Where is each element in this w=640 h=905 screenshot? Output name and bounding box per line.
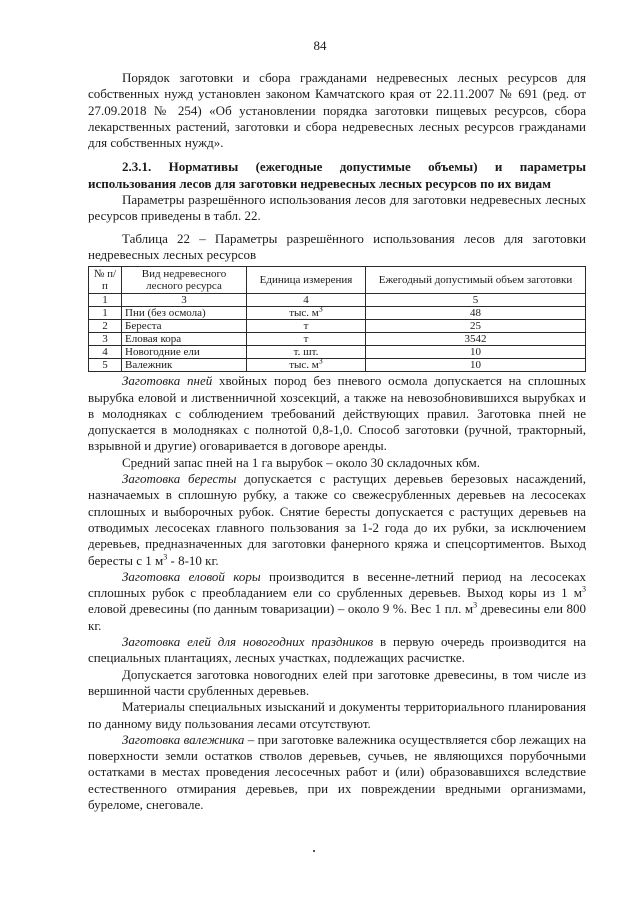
stumps-stock-paragraph: Средний запас пней на 1 га вырубок – около 30 складочных кбм. bbox=[122, 454, 480, 470]
table-row bbox=[89, 346, 586, 359]
col-number: 1 bbox=[89, 294, 122, 307]
resource-unit: т. шт. bbox=[247, 346, 366, 359]
table-caption: Таблица 22 – Параметры разрешённого использования лесов для заготовки недревесных лесных ресурсов bbox=[88, 230, 586, 262]
scan-speck bbox=[313, 850, 315, 852]
page-number: 84 bbox=[313, 38, 327, 53]
resource-unit: т bbox=[247, 320, 366, 333]
col-number: 5 bbox=[366, 294, 586, 307]
resource-name: Пни (без осмола) bbox=[122, 307, 247, 320]
parameters-table bbox=[88, 266, 586, 372]
header-resource: Вид недревесного лесного ресурса bbox=[122, 267, 247, 294]
row-number: 2 bbox=[89, 320, 122, 333]
row-number: 4 bbox=[89, 346, 122, 359]
header-unit: Единица измерения bbox=[247, 267, 366, 294]
resource-volume: 48 bbox=[366, 307, 586, 320]
header-number: № п/п bbox=[89, 267, 122, 294]
page-content bbox=[88, 70, 586, 813]
table-row bbox=[89, 359, 586, 372]
resource-volume: 10 bbox=[366, 359, 586, 372]
new-year-trees-paragraph: Заготовка елей для новогодних праздников в первую очередь производится на специальных плантациях, лесных участках, подлежащих расчистке. bbox=[88, 634, 586, 666]
materials-paragraph: Материалы специальных изысканий и документы территориального планирования по данному виду пользования лесами отсутствуют. bbox=[88, 699, 586, 731]
deadwood-paragraph: Заготовка валежника – при заготовке валежника осуществляется сбор лежащих на поверхности земли остатков стволов деревьев, сучьев, не являющихся порубочными остатками в местах проведения лесосечных работ и (или) образовавшихся вследствие естественного отмирания деревьев, при их повреждении вредными организмами, буреломе, снеговале. bbox=[88, 731, 586, 812]
resource-volume: 25 bbox=[366, 320, 586, 333]
intro-paragraph: Порядок заготовки и сбора гражданами недревесных лесных ресурсов для собственных нужд установлен законом Камчатского края от 22.11.2007 № 691 (ред. от 27.09.2018 № 254) «Об установлении порядка заготовки пищевых ресурсов, сбора лекарственных растений, заготовки и сбора недревесных лесных ресурсов гражданами для собственных нужд». bbox=[88, 70, 586, 151]
table-header-row bbox=[89, 267, 586, 294]
resource-volume: 10 bbox=[366, 346, 586, 359]
resource-name: Еловая кора bbox=[122, 333, 247, 346]
table-column-numbers-row bbox=[89, 294, 586, 307]
col-number: 4 bbox=[247, 294, 366, 307]
section-heading: 2.3.1. Нормативы (ежегодные допустимые объемы) и параметры использования лесов для заготовки недревесных лесных ресурсов по их видам bbox=[88, 159, 586, 191]
resource-unit: т bbox=[247, 333, 366, 346]
resource-unit: тыс. $м^3$ bbox=[247, 359, 366, 372]
row-number: 5 bbox=[89, 359, 122, 372]
resource-name: Валежник bbox=[122, 359, 247, 372]
resource-unit: тыс. $м^3$ bbox=[247, 307, 366, 320]
table-row bbox=[89, 307, 586, 320]
row-number: 1 bbox=[89, 307, 122, 320]
resource-volume: 3542 bbox=[366, 333, 586, 346]
table-row bbox=[89, 333, 586, 346]
row-number: 3 bbox=[89, 333, 122, 346]
resource-name: Береста bbox=[122, 320, 247, 333]
header-volume: Ежегодный допустимый объем заготовки bbox=[366, 267, 586, 294]
spruce-bark-paragraph: Заготовка еловой коры производится в весенне-летний период на лесосеках сплошных рубок с преобладанием ели со срубленных деревьев. Выход коры из 1 $м^3$ еловой древесины (по данным товаризации) – около 9 %. Вес 1 пл. $м^3$ древесины ели 800 кг. bbox=[88, 568, 586, 633]
resource-name: Новогодние ели bbox=[122, 346, 247, 359]
table-row bbox=[89, 320, 586, 333]
new-year-trees-allowed-paragraph: Допускается заготовка новогодних елей при заготовке древесины, в том числе из вершинной части срубленных деревьев. bbox=[88, 666, 586, 698]
col-number: 3 bbox=[122, 294, 247, 307]
stumps-paragraph: Заготовка пней хвойных пород без пневого осмола допускается на сплошных вырубка еловой и лиственничной хозсекций, а также на невозобновившихся вырубках и в молодняках с соблюдением требований действующих правил. Заготовка пней не допускается в молодняках с полнотой 0,8-1,0. Способ заготовки (ручной, тракторный, взрывной и другие) оговаривается в договоре аренды. bbox=[88, 373, 586, 454]
section-intro: Параметры разрешённого использования лесов для заготовки недревесных лесных ресурсов приведены в табл. 22. bbox=[88, 192, 586, 224]
birch-bark-paragraph: Заготовка бересты допускается с растущих деревьев березовых насаждений, назначаемых в сплошную рубку, а также со свежесрубленных деревьев на лесосеках сплошных и выборочных рубок. Снятие бересты допускается с растущих деревьев на отводимых лесосеках главного пользования за 1-2 года до их рубки, за исключением деревьев, предназначенных для заготовки фанерного кряжа и спецсортиментов. Выход бересты с 1 $м^3 - 8-10$ кг. bbox=[88, 471, 586, 568]
